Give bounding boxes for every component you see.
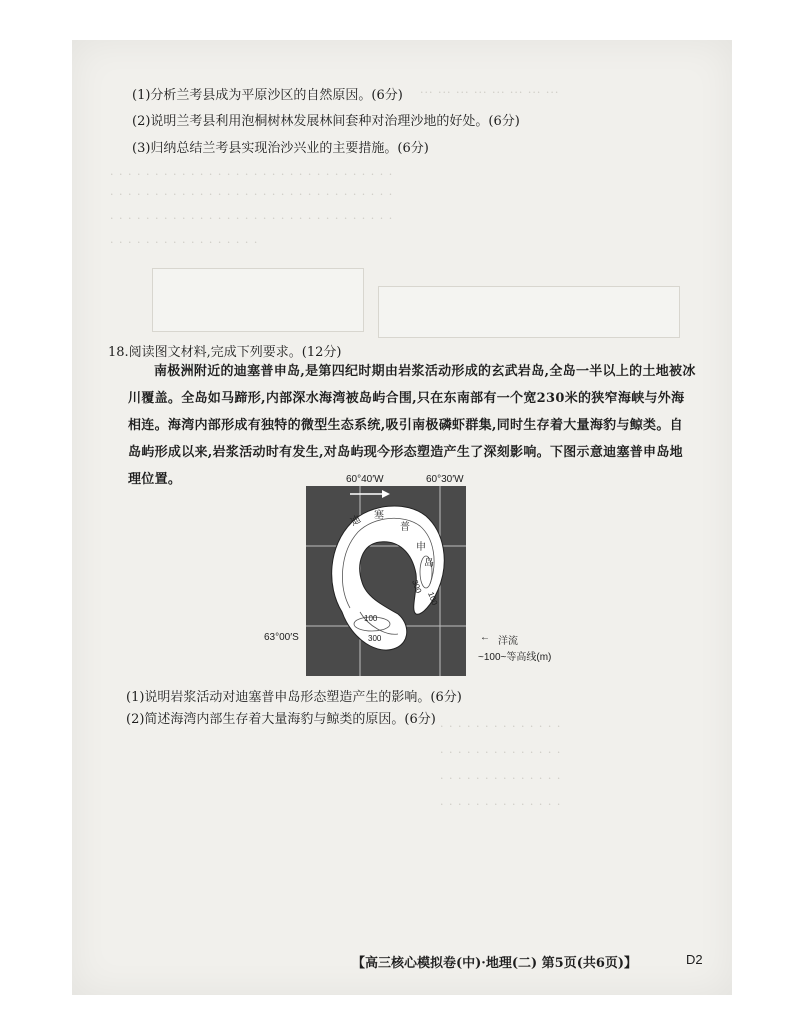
legend-current-label: 洋流	[498, 636, 518, 647]
island-label-char: 普	[400, 522, 410, 533]
q17-sub2: (2)说明兰考县利用泡桐树林发展林间套种对治理沙地的好处。(6分)	[132, 114, 520, 129]
island-label-char: 岛	[424, 558, 434, 569]
q18-sub2: (2)简述海湾内部生存着大量海豹与鲸类的原因。(6分)	[126, 712, 436, 727]
bleed-through-text: · · · · · · · · · · · · · ·	[440, 720, 562, 733]
paper-code: D2	[686, 952, 703, 967]
latitude-label: 63°00′S	[264, 632, 299, 643]
legend-current-arrow: ←	[480, 632, 490, 643]
bleed-through-text: ··· ··· ··· ··· ··· ··· ··· ···	[420, 86, 560, 99]
q18-heading: 18.阅读图文材料,完成下列要求。(12分)	[108, 345, 342, 360]
bleed-through-text: · · · · · · · · · · · · · ·	[440, 772, 562, 785]
bleed-through-text: · · · · · · · · · · · · · · · · · · · · · · · · · · · · · · · ·	[110, 168, 394, 181]
bleed-through-text: · · · · · · · · · · · · · · · · · · · · · · · · · · · · · · · ·	[110, 212, 394, 225]
deception-island-map	[306, 486, 466, 676]
longitude-label-right: 60°30′W	[426, 474, 464, 485]
island-label-char: 申	[416, 542, 426, 553]
bleed-through-text: · · · · · · · · · · · · · · · · ·	[110, 236, 259, 249]
map-svg	[306, 486, 466, 676]
contour-label-300: 300	[368, 634, 382, 643]
bleed-through-figure	[152, 268, 364, 332]
longitude-label-left: 60°40′W	[346, 474, 384, 485]
island-label-char: 塞	[374, 510, 384, 521]
legend-contour-label: ~100~等高线(m)	[478, 652, 552, 663]
bleed-through-text: · · · · · · · · · · · · · ·	[440, 746, 562, 759]
contour-label-100: 100	[426, 590, 440, 607]
q17-sub3: (3)归纳总结兰考县实现治沙兴业的主要措施。(6分)	[132, 141, 429, 156]
bleed-through-text: · · · · · · · · · · · · · ·	[440, 798, 562, 811]
island-label-char: 迪	[348, 513, 364, 529]
contour-label-300: 300	[410, 578, 424, 595]
q18-sub1: (1)说明岩浆活动对迪塞普申岛形态塑造产生的影响。(6分)	[126, 690, 462, 705]
bleed-through-figure	[378, 286, 680, 338]
bleed-through-text: · · · · · · · · · · · · · · · · · · · · · · · · · · · · · · · ·	[110, 188, 394, 201]
q18-material-paragraph: 南极洲附近的迪塞普申岛,是第四纪时期由岩浆活动形成的玄武岩岛,全岛一半以上的土地被冰川覆盖。全岛如马蹄形,内部深水海湾被岛屿合围,只在东南部有一个宽230米的狭窄海峡与外海相连。海湾内部形成有独特的微型生态系统,吸引南极磷虾群集,同时生存着大量海豹与鲸类。自岛屿形成以来,岩浆活动时有发生,对岛屿现今形态塑造产生了深刻影响。下图示意迪塞普申岛地理位置。	[128, 364, 696, 487]
contour-label-100: 100	[364, 614, 378, 623]
page-footer: 【高三核心模拟卷(中)·地理(二) 第5页(共6页)】	[352, 956, 638, 971]
q17-sub1: (1)分析兰考县成为平原沙区的自然原因。(6分)	[132, 88, 403, 103]
